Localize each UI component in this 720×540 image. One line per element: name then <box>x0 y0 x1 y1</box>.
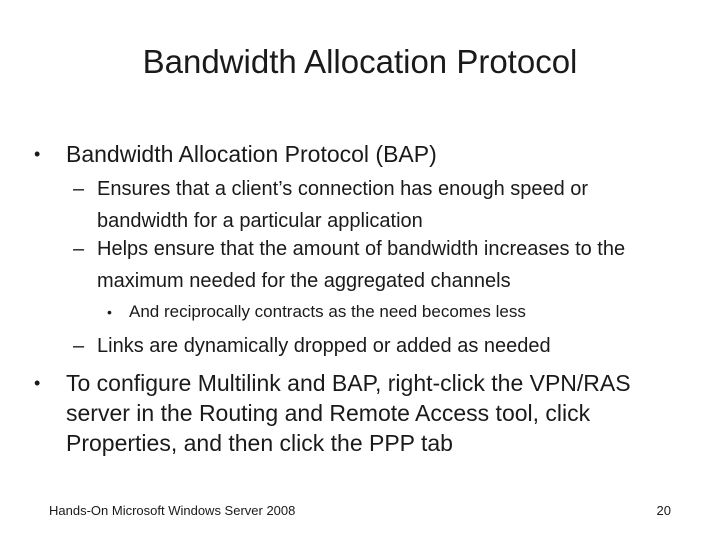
bullet-configure <box>34 368 684 458</box>
dash-marker: – <box>73 335 85 357</box>
bullet-marker: • <box>34 144 41 164</box>
slide-title: Bandwidth Allocation Protocol <box>142 43 578 80</box>
sub-sub-bullet-text: And reciprocally contracts as the need becomes less <box>129 302 526 321</box>
sub-bullet-text: Helps ensure that the amount of bandwidth increases to the maximum needed for the aggregated channels <box>97 238 626 292</box>
dash-marker: – <box>73 238 85 260</box>
sub-bullet-helps <box>73 233 673 297</box>
sub-bullet-links <box>73 330 673 362</box>
sub-sub-bullet-reciprocally <box>107 299 667 325</box>
dash-marker: – <box>73 178 85 200</box>
bullet-text: Bandwidth Allocation Protocol (BAP) <box>66 141 437 167</box>
bullet-marker: • <box>34 373 41 393</box>
sub-bullet-text: Ensures that a client’s connection has enough speed or bandwidth for a particular application <box>97 178 589 232</box>
footer-page-number: 20 <box>656 503 671 518</box>
bullet-text: To configure Multilink and BAP, right-click the VPN/RAS server in the Routing and Remote Access tool, click Properties, and then click the PPP tab <box>66 370 631 456</box>
bullet-bap <box>34 139 684 169</box>
sub-bullet-text: Links are dynamically dropped or added as needed <box>97 335 551 357</box>
footer-source: Hands-On Microsoft Windows Server 2008 <box>49 503 296 518</box>
sub-bullet-ensures <box>73 173 673 237</box>
small-bullet-marker: • <box>107 304 112 320</box>
